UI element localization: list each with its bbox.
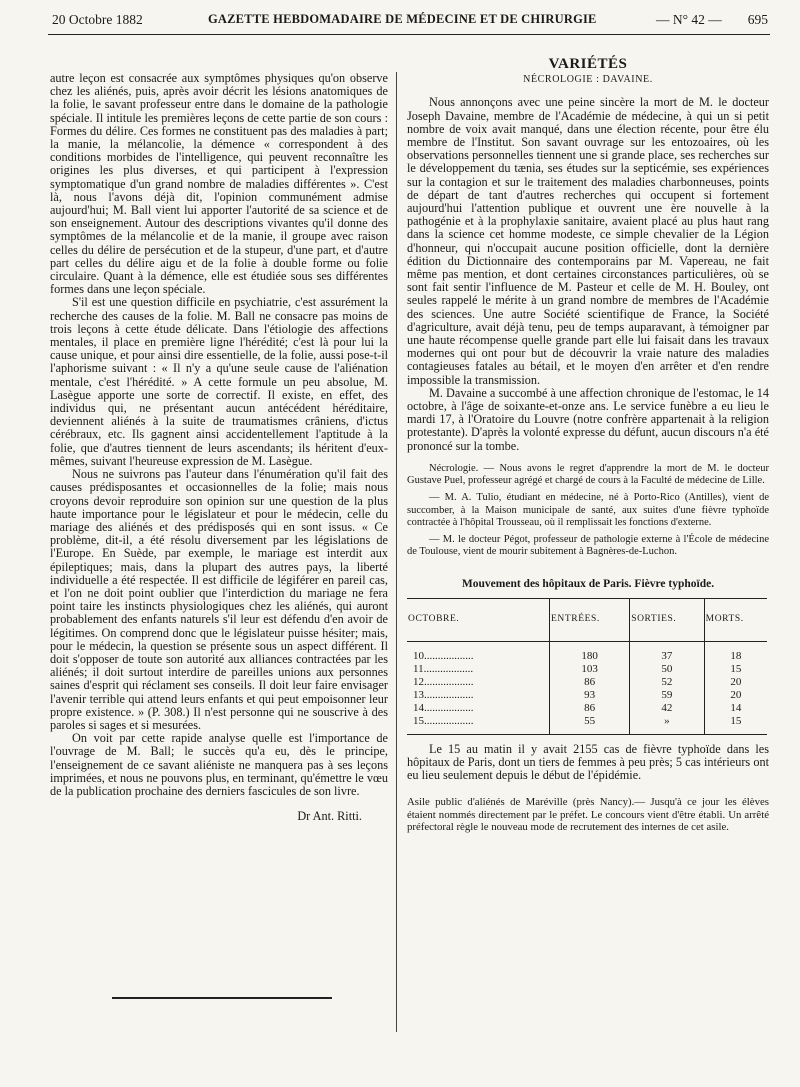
table-row bbox=[407, 641, 767, 663]
table-cell: 10.................. bbox=[413, 649, 474, 662]
left-paragraph: S'il est une question difficile en psychiatrie, c'est assurément la recherche des causes de la folie. M. Ball ne consacre pas moins de trois leçons à cette étude délicate. Dans l'étiologie des affections mentales, il place en première ligne l'hérédité; c'est là pour lui la cause unique, et pour ainsi dire essentielle, de la folie, aussi pose-t-il l'aphorisme suivant : « Il n'y a qu'une seule cause de l'aliénation mentale, c'est l'hérédité. » A cette formule un peu absolue, M. Lasègue apporte une sorte de correctif. Il existe, en effet, des individus qui, ne présentant aucun antécédent héréditaire, deviennent aliénés à la suite de traumatismes crâniens, d'ictus cérébraux, etc. Ils gagnent ainsi accidentellement l'aptitude à la folie, que d'autres tiennent de leurs ascendants; ils héritent d'eux-mêmes, suivant l'heureuse expression de M. Lasègue. bbox=[50, 295, 388, 468]
table-cell: 15 bbox=[704, 715, 767, 735]
obituary-paragraph: M. Davaine a succombé à une affection chronique de l'estomac, le 14 octobre, à l'âge de soixante-et-onze ans. Le service funèbre a eu lieu le mardi 17, à l'Oratoire du Louvre (notre confrère appartenait à la religion protestante). D'après la volonté expresse du défunt, aucun discours n'a été prononcé sur la tombe. bbox=[407, 385, 769, 453]
signature: Dr Ant. Ritti. bbox=[297, 809, 362, 824]
asile-note: Asile public d'aliénés de Maréville (près Nancy).— Jusqu'à ce jour les élèves étaient nommés directement par le préfet. Le concours vient d'être établi. Un arrêté préfectoral règle le nouveau mode de recrutement des internes de cet asile. bbox=[407, 796, 769, 834]
section-subtitle: NÉCROLOGIE : DAVAINE. bbox=[523, 74, 653, 86]
note-item: — M. le docteur Pégot, professeur de pathologie externe à l'École de médecine de Toulouse, vient de mourir subitement à Bagnères-de-Luchon. bbox=[407, 533, 769, 558]
left-paragraph: autre leçon est consacrée aux symptômes physiques qu'on observe chez les aliénés, puis, après avoir décrit les lésions anatomiques de la folie, le savant professeur entre dans le domaine de la pathologie spéciale. Il intitule les premières leçons de cette partie de son cours : Formes du délire. Ces formes ne constituent pas des maladies à part; la manie, la mélancolie, la démence « correspondent à des conditions morbides de l'intelligence, qui peuvent reconnaître les origines les plus diverses, et qui participent à l'expression symptomatique d'un grand nombre de maladies différentes ». C'est là, nous l'avons déjà dit, l'opinion communément admise aujourd'hui; M. Ball vient lui apporter l'autorité de sa science et de son enseignement. Autour des descriptions vivantes qu'il donne des symptômes de la mélancolie et de la manie, il groupe avec raison celles du délire de persécution et de la stupeur, d'une part, et d'autre part celles du délire aigu et de la folie à double forme ou folie circulaire. Quant à la démence, elle est étudiée sous ses différentes formes dans une leçon spéciale. bbox=[50, 71, 388, 297]
left-paragraph: On voit par cette rapide analyse quelle est l'importance de l'ouvrage de M. Ball; le succès qu'a eu, dès le principe, l'enseignement de ce savant aliéniste ne manquera pas à ses leçons imprimées, et nous ne pouvons plus, en terminant, qu'émettre le vœu de la publication prochaine des derniers fascicules de son livre. bbox=[50, 731, 388, 798]
table-cell: 12.................. bbox=[413, 675, 474, 688]
table-cell: 13.................. bbox=[413, 688, 474, 701]
table-cell: 14 bbox=[704, 702, 767, 715]
table-cell: 14.................. bbox=[413, 701, 474, 714]
journal-title: GAZETTE HEBDOMADAIRE DE MÉDECINE ET DE CHIRURGIE bbox=[208, 12, 597, 26]
table-cell: 15 bbox=[704, 663, 767, 676]
section-title: VARIÉTÉS bbox=[548, 56, 628, 72]
table-cell: 59 bbox=[630, 689, 704, 702]
table-header-row bbox=[407, 598, 767, 641]
table-cell: 11.................. bbox=[413, 662, 474, 675]
table-row bbox=[407, 689, 767, 702]
col-header: OCTOBRE. bbox=[407, 598, 550, 641]
col-header: ENTRÉES. bbox=[550, 598, 630, 641]
table-title: Mouvement des hôpitaux de Paris. Fièvre typhoïde. bbox=[461, 578, 715, 591]
note-item: Nécrologie. — Nous avons le regret d'apprendre la mort de M. le docteur Gustave Puel, professeur agrégé et chargé de cours à la Faculté de médecine de Lille. bbox=[407, 462, 769, 487]
column-divider bbox=[396, 72, 397, 1032]
table-cell: 20 bbox=[704, 689, 767, 702]
obituary-paragraph: Nous annonçons avec une peine sincère la mort de M. le docteur Joseph Davaine, membre de l'Académie de médecine, à qui un si petit nombre de voix avait manqué, dans une élection récente, pour être élu membre de l'Institut. Son savant ouvrage sur les entozoaires, où les observations personnelles tiennent une si grande place, ses recherches sur le développement du tænia, ses études sur la septicémie, ses expériences sur la contagion et sur le traitement des maladies charbonneuses, points de départ de tant d'autres recherches qui occupent si fortement aujourd'hui l'attention publique et ouvrent une ère nouvelle à la pathogénie et à la prophylaxie sanitaire, avaient placé au plus haut rang dans la science cet homme modeste, ce simple chevalier de la Légion d'honneur, qui n'occupait aucune position officielle, dont la dernière édition du Dictionnaire des contemporains par M. Vapereau, ne fait même pas mention, et dont certaines circonstances particulières, où se sont fait sentir l'influence de M. Pasteur et celle de M. H. Bouley, ont seules rappelé le mérite à un grand nombre de membres de l'Académie des sciences. Une autre Société scientifique de France, la Société d'agriculture, avait déjà tenu, peu de temps auparavant, à témoigner par une haute récompense quelle grande part elle lui faisait dans les travaux modernes qui ont pour but de découvrir la vraie nature des maladies contagieuses fatales au bétail, et le moyen d'en arrêter et d'en rendre impossible la transmission. bbox=[407, 95, 769, 387]
issue-date: 20 Octobre 1882 bbox=[52, 12, 143, 27]
table-cell: » bbox=[630, 715, 704, 735]
col-header: SORTIES. bbox=[630, 598, 704, 641]
table-cell: 50 bbox=[630, 663, 704, 676]
hospital-table bbox=[407, 598, 767, 735]
table-cell: 86 bbox=[550, 676, 630, 689]
table-cell: 37 bbox=[630, 641, 704, 663]
table-cell: 55 bbox=[550, 715, 630, 735]
right-column bbox=[407, 58, 769, 834]
table-row bbox=[407, 715, 767, 735]
page-number: 695 bbox=[747, 12, 768, 27]
table-cell: 103 bbox=[550, 663, 630, 676]
table-cell: 86 bbox=[550, 702, 630, 715]
table-cell: 15.................. bbox=[407, 715, 550, 735]
typhoid-summary: Le 15 au matin il y avait 2155 cas de fièvre typhoïde dans les hôpitaux de Paris, dont un tiers de femmes à peu près; 5 cas intérieurs ont eu lieu seulement depuis le début de l'épidémie. bbox=[407, 741, 769, 782]
table-cell: 93 bbox=[550, 689, 630, 702]
table-row bbox=[407, 663, 767, 676]
col-header: MORTS. bbox=[704, 598, 767, 641]
table-cell: 20 bbox=[704, 676, 767, 689]
table-row bbox=[407, 702, 767, 715]
obituary-notes bbox=[407, 463, 769, 558]
table-cell: 52 bbox=[630, 676, 704, 689]
table-cell: 42 bbox=[630, 702, 704, 715]
table-cell: 18 bbox=[704, 641, 767, 663]
issue-number: — N° 42 — bbox=[656, 12, 722, 27]
left-column bbox=[50, 72, 388, 823]
note-item: — M. A. Tulio, étudiant en médecine, né à Porto-Rico (Antilles), vient de succomber, à la Maison municipale de santé, aux suites d'une fièvre typhoïde contractée à l'hôpital Trousseau, où il remplissait les fonctions d'externe. bbox=[407, 492, 769, 528]
page-header bbox=[48, 10, 770, 35]
left-paragraph: Nous ne suivrons pas l'auteur dans l'énumération qu'il fait des causes prédisposantes et occasionnelles de la folie; mais nous croyons devoir reproduire son opinion sur une question de la plus haute importance pour le législateur et pour le médecin, celle du mariage des aliénés et des prédisposés qui en sont issus. « Ce problème, dit-il, a été résolu diversement par les législations de l'Europe. En Suède, par exemple, le mariage est interdit aux épileptiques; mais, dans la plupart des autres pays, la liberté individuelle a été respectée. Il est difficile de légiférer en pareil cas, et l'on ne doit point oublier que l'interdiction du mariage ne fera point taire les instincts physiologiques chez les aliénés, qui auront probablement des enfants naturels s'il leur est défendu d'en avoir de légitimes. On comprend donc que le législateur puisse hésiter; mais, pour le médecin, la question se présente sous un aspect différent. Il doit s'opposer de toute son autorité aux alliances contractées par les aliénés; il doit surtout interdire de pareilles unions aux personnes saines d'esprit qui réclament ses conseils. Il doit leur faire envisager l'avenir terrible qui attend leurs enfants et qui peut empoisonner leur propre existence. » (P. 308.) Il n'est personne qui ne souscrive à des paroles si sages et si mesurées. bbox=[50, 467, 388, 732]
bottom-rule bbox=[112, 997, 332, 999]
table-cell: 180 bbox=[550, 641, 630, 663]
table-row bbox=[407, 676, 767, 689]
